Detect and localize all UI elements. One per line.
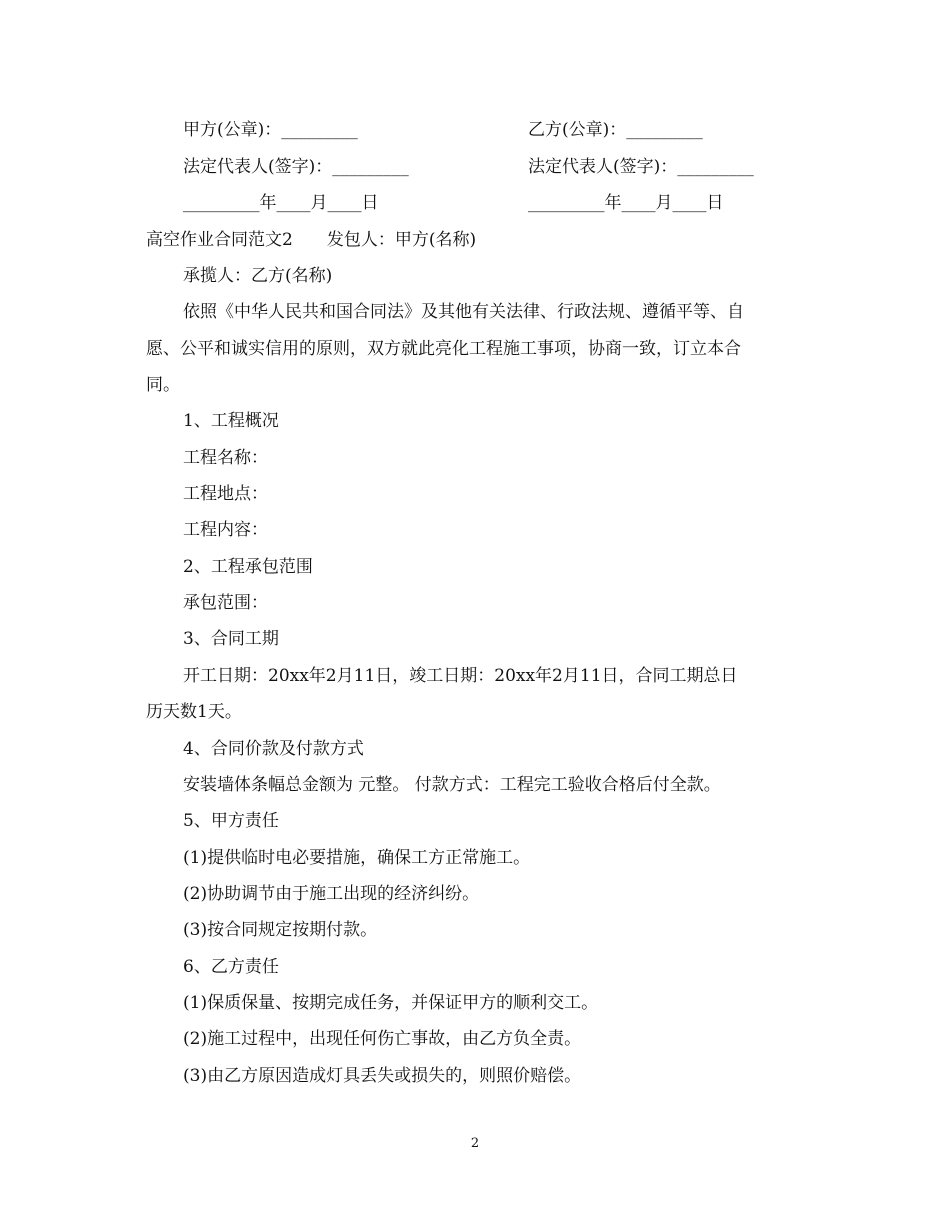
party-b-duty-3: (3)由乙方原因造成灯具丢失或损失的，则照价赔偿。: [183, 1066, 582, 1086]
party-b-duty-1: (1)保质保量、按期完成任务，并保证甲方的顺利交工。: [183, 993, 599, 1013]
section-3-title: 3、合同工期: [183, 629, 279, 649]
scope-field: 承包范围：: [183, 593, 268, 613]
party-a-seal: 甲方(公章)：_________: [183, 120, 358, 140]
project-content-field: 工程内容：: [183, 520, 268, 540]
party-a-duty-3: (3)按合同规定按期付款。: [183, 920, 378, 940]
party-a-representative: 法定代表人(签字)：_________: [183, 157, 409, 177]
section-5-title: 5、甲方责任: [183, 811, 279, 831]
section-4-title: 4、合同价款及付款方式: [183, 739, 364, 759]
schedule-line-2: 历天数1天。: [146, 702, 242, 722]
party-a-date: _________年____月____日: [183, 193, 379, 213]
section-2-title: 2、工程承包范围: [183, 557, 313, 577]
section-6-title: 6、乙方责任: [183, 957, 279, 977]
intro-paragraph-line-1: 依照《中华人民共和国合同法》及其他有关法律、行政法规、遵循平等、自: [183, 302, 744, 322]
contract-heading: 高空作业合同范文2 发包人：甲方(名称): [146, 230, 477, 250]
party-a-duty-1: (1)提供临时电必要措施，确保工方正常施工。: [183, 848, 531, 868]
contractor-line: 承揽人：乙方(名称): [183, 266, 333, 286]
project-name-field: 工程名称：: [183, 448, 268, 468]
party-a-duty-2: (2)协助调节由于施工出现的经济纠纷。: [183, 884, 480, 904]
party-b-representative: 法定代表人(签字)：_________: [528, 157, 754, 177]
payment-text: 安装墙体条幅总金额为 元整。 付款方式：工程完工验收合格后付全款。: [183, 775, 721, 795]
intro-paragraph-line-2: 愿、公平和诚实信用的原则，双方就此亮化工程施工事项，协商一致，订立本合: [146, 339, 741, 359]
party-b-seal: 乙方(公章)：_________: [528, 120, 703, 140]
section-1-title: 1、工程概况: [183, 411, 279, 431]
schedule-line-1: 开工日期：20xx年2月11日，竣工日期：20xx年2月11日，合同工期总日: [183, 666, 738, 686]
party-b-duty-2: (2)施工过程中，出现任何伤亡事故，由乙方负全责。: [183, 1029, 582, 1049]
intro-paragraph-line-3: 同。: [146, 375, 180, 395]
project-location-field: 工程地点：: [183, 484, 268, 504]
page-number: 2: [470, 1136, 480, 1151]
party-b-date: _________年____月____日: [528, 193, 724, 213]
